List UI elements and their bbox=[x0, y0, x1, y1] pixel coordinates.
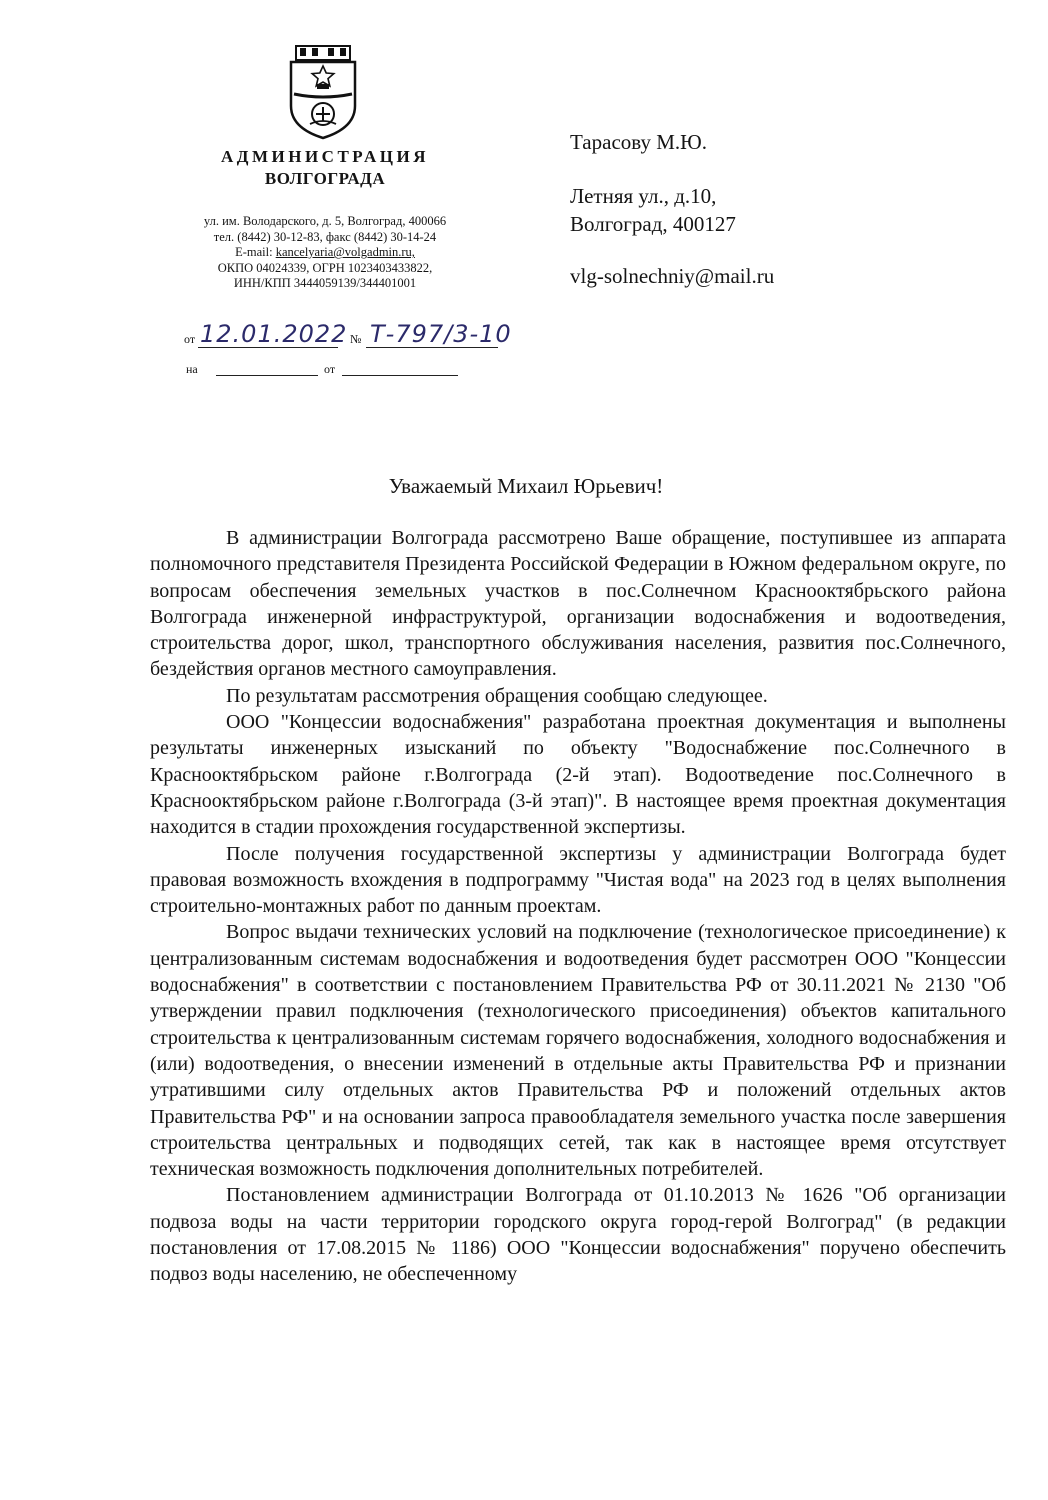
paragraph-4: После получения государственной экспертизы у администрации Волгограда будет правовая возможность вхождения в подпрограмму "Чистая вода" на 2023 год в целях выполнения строительно-монтажных работ по данным проектам. bbox=[150, 842, 1006, 918]
addressee-email: vlg-solnechniy@mail.ru bbox=[570, 264, 775, 288]
org-city: ВОЛГОГРАДА bbox=[264, 169, 386, 188]
addressee-block bbox=[570, 128, 1010, 290]
org-email-link[interactable]: kancelyaria@volgadmin.ru, bbox=[275, 245, 415, 260]
volgograd-coat-of-arms-icon bbox=[288, 44, 358, 140]
org-okpo: ОКПО 04024339, ОГРН 1023403433822, bbox=[217, 260, 433, 275]
reference-label: на bbox=[186, 362, 198, 376]
paragraph-1: В администрации Волгограда рассмотрено Ваше обращение, поступившее из аппарата полномочного представителя Президента Российской Федерации в Южном федеральном округе, по вопросам обеспечения земельных участков в пос.Солнечном Краснооктябрьского района Волгограда инженерной инфраструктурой, организации водоснабжения и водоотведения, строительства дорог, школ, транспортного обслуживания населения, развития пос.Солнечного, бездействия органов местного самоуправления. bbox=[150, 527, 1006, 681]
org-address: ул. им. Володарского, д. 5, Волгоград, 400066 bbox=[203, 214, 447, 228]
registration-date-label: от bbox=[184, 332, 196, 346]
number-underline bbox=[366, 347, 498, 348]
paragraph-3: ООО "Концессии водоснабжения" разработана проектная документация и выполнены результаты инженерных изысканий по объекту "Водоснабжение пос.Солнечного в Краснооктябрьском районе г.Волгограда (2-й этап). Водоотведение пос.Солнечного в Краснооктябрьском районе г.Волгограда (3-й этап)". В настоящее время проектная документация находится в стадии прохождения государственной экспертизы. bbox=[150, 711, 1006, 839]
letter-body bbox=[150, 525, 1006, 1288]
reference-underline bbox=[216, 375, 318, 376]
org-email-label: E-mail: bbox=[235, 245, 276, 260]
registration-line bbox=[184, 318, 524, 354]
org-inn: ИНН/КПП 3444059139/344401001 bbox=[233, 276, 417, 291]
addressee-city: Волгоград, 400127 bbox=[570, 212, 736, 236]
paragraph-2: По результатам рассмотрения обращения сообщаю следующее. bbox=[226, 684, 768, 707]
addressee-name: Тарасову М.Ю. bbox=[570, 130, 707, 154]
paragraph-6: Постановлением администрации Волгограда от 01.10.2013 № 1626 "Об организации подвоза воды на части территории городского округа город-герой Волгоград" (в редакции постановления от 17.08.2015 № 1186) ООО "Концессии водоснабжения" поручено обеспечить подвоз воды населению, не обеспеченному bbox=[150, 1184, 1006, 1286]
registration-date: 12.01.2022 bbox=[200, 320, 348, 348]
registration-number: Т-797/3-10 bbox=[370, 320, 512, 348]
addressee-street: Летняя ул., д.10, bbox=[570, 184, 717, 208]
reference-from-underline bbox=[342, 375, 458, 376]
org-email-line bbox=[170, 245, 480, 261]
paragraph-5: Вопрос выдачи технических условий на подключение (технологическое присоединение) к централизованным системам водоснабжения и водоотведения будет рассмотрен ООО "Концессии водоснабжения" в соответствии с постановлением Правительства РФ от 30.11.2021 № 2130 "Об утверждении правил подключения (технологического присоединения) объектов капитального строительства к централизованным системам горячего водоснабжения, холодного водоснабжения и (или) водоотведения, о внесении изменений в отдельные акты Правительства РФ и признании утратившими силу отдельных актов Правительства РФ и положений отдельных актов Правительства РФ" и на основании запроса правообладателя земельного участка после завершения строительства центральных и подводящих сетей, так как в настоящее время отсутствует техническая возможность подключения дополнительных потребителей. bbox=[150, 921, 1006, 1181]
org-name: АДМИНИСТРАЦИЯ bbox=[220, 147, 429, 166]
salutation: Уважаемый Михаил Юрьевич! bbox=[388, 474, 664, 498]
reference-from-label: от bbox=[324, 362, 336, 376]
date-underline bbox=[198, 347, 338, 348]
registration-number-label: № bbox=[350, 332, 362, 346]
org-contacts bbox=[170, 214, 480, 292]
reference-line bbox=[186, 362, 486, 380]
org-phone: тел. (8442) 30-12-83, факс (8442) 30-14-24 bbox=[213, 229, 437, 244]
